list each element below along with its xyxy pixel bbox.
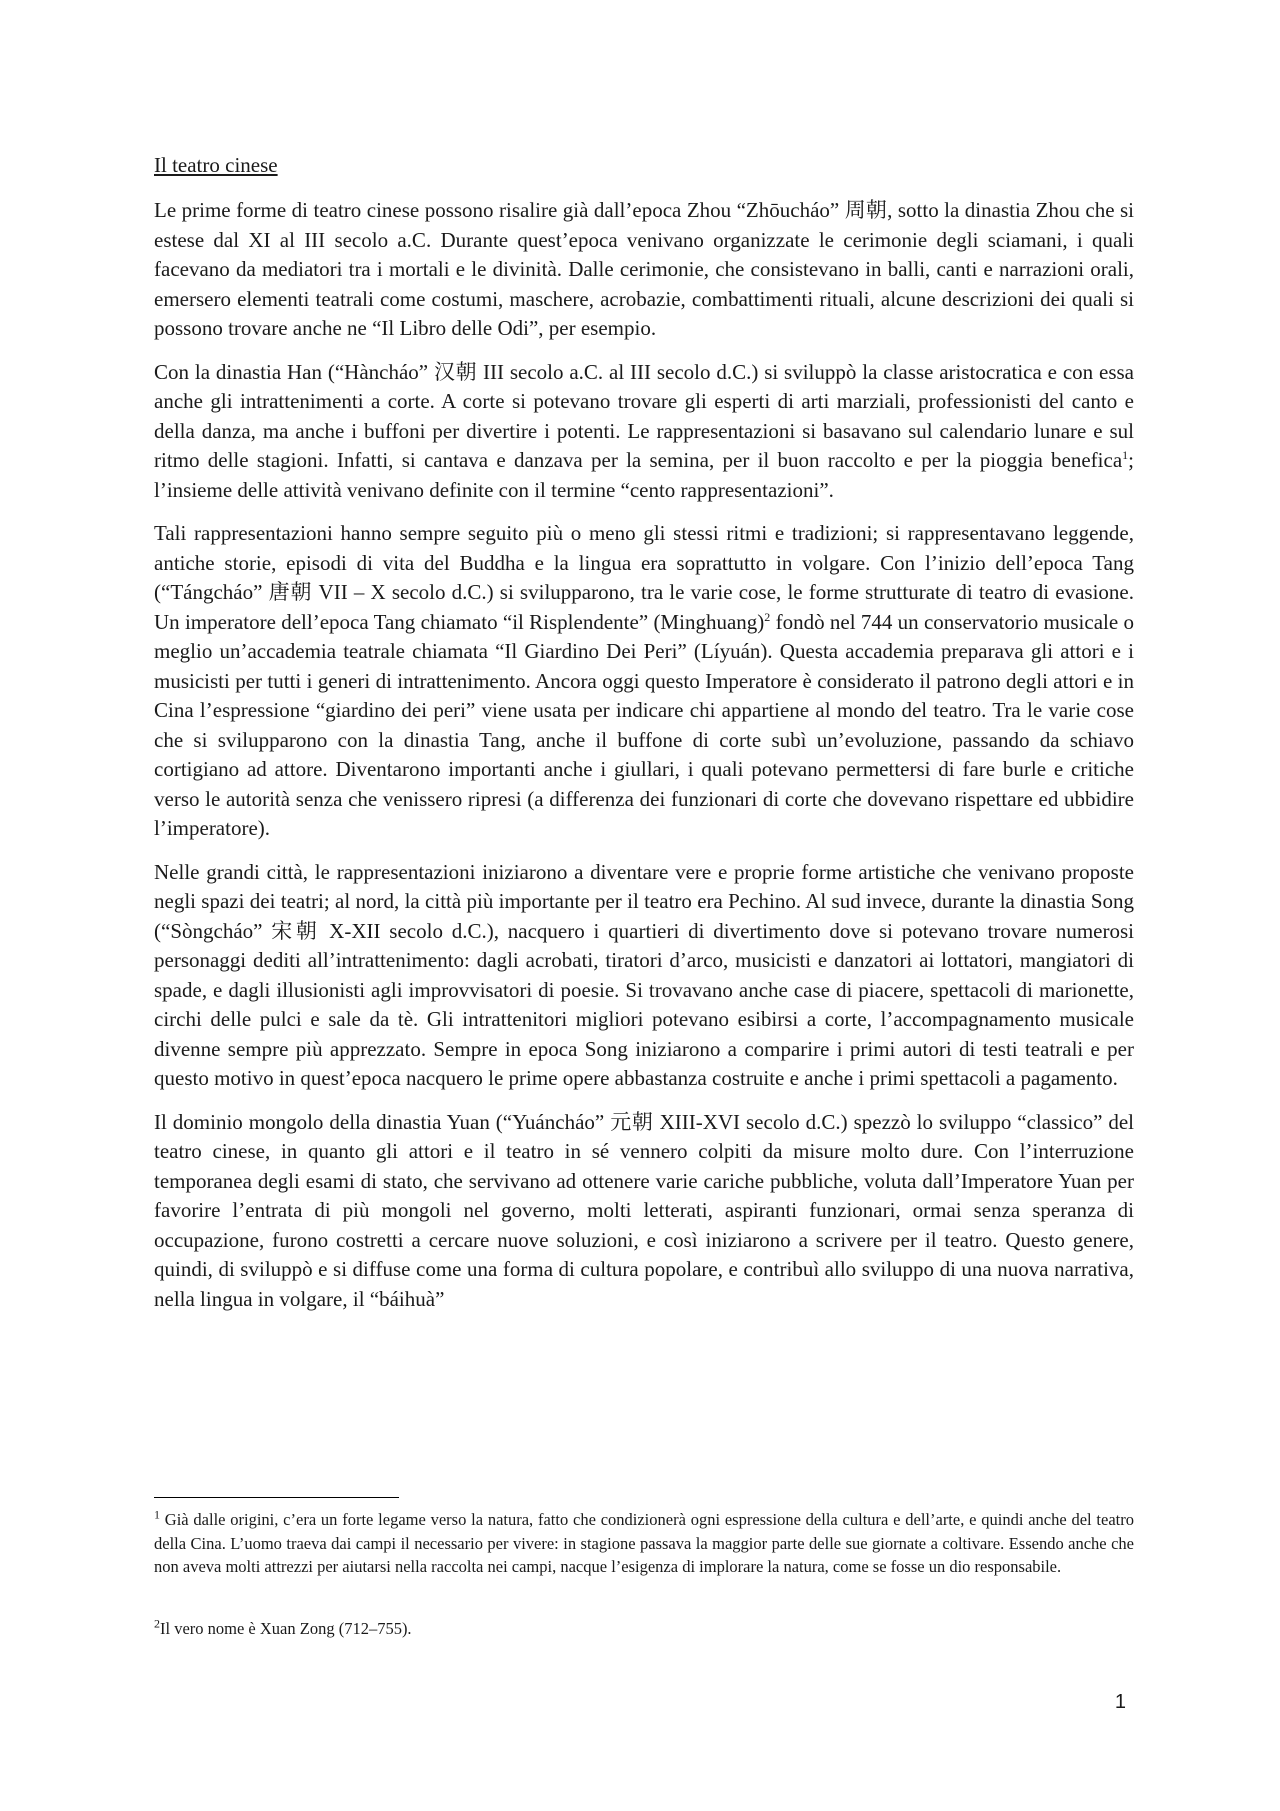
text-run: VII – X secolo d.C.) si svilupparono, tra le varie cose, le forme strutturate di teatro di evasione. Un imperatore dell’epoca Tang chiamato “il Risplendente” (Minghuang) [154,580,1134,634]
text-run: Le prime forme di teatro cinese possono risalire già dall’epoca Zhou “Zhōucháo” [154,198,845,222]
chinese-characters: 汉朝 [433,359,478,384]
paragraph-han [154,358,1134,506]
paragraph-zhou [154,196,1134,344]
document-title: Il teatro cinese [154,153,278,177]
footnote-ref-1[interactable]: 1 [1122,448,1129,462]
text-run: fondò nel 744 un conservatorio musicale o meglio un’accademia teatrale chiamata “Il Giardino Dei Peri” (Líyuán). Questa accademia preparava gli attori e i musicisti per tutti i generi di intrattenimento. Ancora oggi questo Imperatore è considerato il patrono degli attori e in Cina l’espressione “giardino dei peri” viene usata per indicare chi appartiene al mondo del teatro. Tra le varie cose che si svilupparono con la dinastia Tang, anche il buffone di corte subì un’evoluzione, passando da schiavo cortigiano ad attore. Diventarono importanti anche i giullari, i quali potevano permettersi di fare burle e critiche verso le autorità senza che venissero ripresi (a differenza dei funzionari di corte che dovevano rispettare ed ubbidire l’imperatore). [154,609,1134,840]
page-number: 1 [1114,1691,1126,1713]
text-run: X-XII secolo d.C.), nacquero i quartieri di divertimento dove si potevano trovare numerosi personaggi dediti all’intrattenimento: dagli acrobati, tiratori d’arco, musicisti e danzatori ai lottatori, mangiatori di spade, e dagli illusionisti agli improvvisatori di poesie. Si trovavano anche case di piacere, spettacoli di marionette, circhi delle pulci e sale da tè. Gli intrattenitori migliori potevano esibirsi a corte, l’accompagnamento musicale divenne sempre più apprezzato. Sempre in epoca Song iniziarono a comparire i primi autori di testi teatrali e per questo motivo in quest’epoca nacquero le prime opere abbastanza costruite e anche i primi spettacoli a pagamento. [154,918,1134,1090]
paragraph-tang [154,519,1134,844]
text-run: III secolo a.C. al III secolo d.C.) si sviluppò la classe aristocratica e con essa anche gli intrattenimenti a corte. A corte si potevano trovare gli esperti di arti marziali, professionisti del canto e della danza, ma anche i buffoni per divertire i potenti. Le rappresentazioni si basavano sul calendario lunare e sul ritmo delle stagioni. Infatti, si cantava e danzava per la semina, per il buon raccolto e per la pioggia benefica [154,359,1134,472]
paragraph-yuan [154,1108,1134,1315]
footnote-text: Già dalle origini, c’era un forte legame verso la natura, fatto che condizionerà ogni espressione della cultura e dell’arte, e quindi anche del teatro della Cina. L’uomo traeva dai campi il necessario per vivere: in stagione passava la maggior parte delle sue giornate a coltivare. Essendo anche che non aveva molti attrezzi per aiutarsi nella raccolta nei campi, nacque l’esigenza di implorare la natura, come se fosse un dio responsabile. [154,1510,1134,1576]
chinese-characters: 宋朝 [271,918,321,943]
text-run: Con la dinastia Han (“Hàncháo” [154,359,434,384]
footnote-2 [154,1617,1134,1641]
chinese-characters: 唐朝 [268,580,313,604]
text-run: Nelle grandi città, le rappresentazioni iniziarono a diventare vere e proprie forme artistiche che venivano proposte negli spazi dei teatri; al nord, la città più importante per il teatro era Pechino. Al sud invece, durante la dinastia Song (“Sòngcháo” [154,859,1134,943]
paragraph-song [154,858,1134,1094]
footnotes [154,1508,1134,1640]
footnote-separator [154,1497,399,1498]
text-run: , sotto la dinastia Zhou che si estese dal XI al III secolo a.C. Durante quest’epoca venivano organizzate le cerimonie degli sciamani, i quali facevano da mediatori tra i mortali e le divinità. Dalle cerimonie, che consistevano in balli, canti e narrazioni orali, emersero elementi teatrali come costumi, maschere, acrobazie, combattimenti rituali, alcune descrizioni dei quali si possono trovare anche ne “Il Libro delle Odi”, per esempio. [154,198,1134,340]
body-text [154,150,1134,1328]
footnote-1 [154,1508,1134,1579]
text-run: Tali rappresentazioni hanno sempre seguito più o meno gli stessi ritmi e tradizioni; si rappresentavano leggende, antiche storie, episodi di vita del Buddha e la lingua era soprattutto in volgare. Con l’inizio dell’epoca Tang (“Tángcháo” [154,521,1134,604]
text-run: XIII-XVI secolo d.C.) spezzò lo sviluppo “classico” del teatro cinese, in quanto gli attori e il teatro in sé vennero colpiti da misure molto dure. Con l’interruzione temporanea degli esami di stato, che servivano ad ottenere varie cariche pubbliche, voluta dall’Imperatore Yuan per favorire l’entrata di più mongoli nel governo, molti letterati, aspiranti funzionari, ormai senza speranza di occupazione, furono costretti a cercare nuove soluzioni, e così iniziarono a scrivere per il teatro. Questo genere, quindi, di sviluppò e si diffuse come una forma di cultura popolare, e contribuì allo sviluppo di una nuova narrativa, nella lingua in volgare, il “báihuà” [154,1109,1135,1311]
chinese-characters: 元朝 [610,1109,654,1134]
chinese-characters: 周朝 [844,198,888,222]
text-run: ; l’insieme delle attività venivano definite con il termine “cento rappresentazioni”. [154,448,1134,502]
footnote-marker: 2 [154,1616,160,1630]
footnote-ref-2[interactable]: 2 [764,609,771,624]
text-run: Il dominio mongolo della dinastia Yuan (“Yuáncháo” [154,1109,611,1134]
footnote-marker: 1 [154,1507,160,1522]
footnote-text: Il vero nome è Xuan Zong (712–755). [160,1618,412,1638]
